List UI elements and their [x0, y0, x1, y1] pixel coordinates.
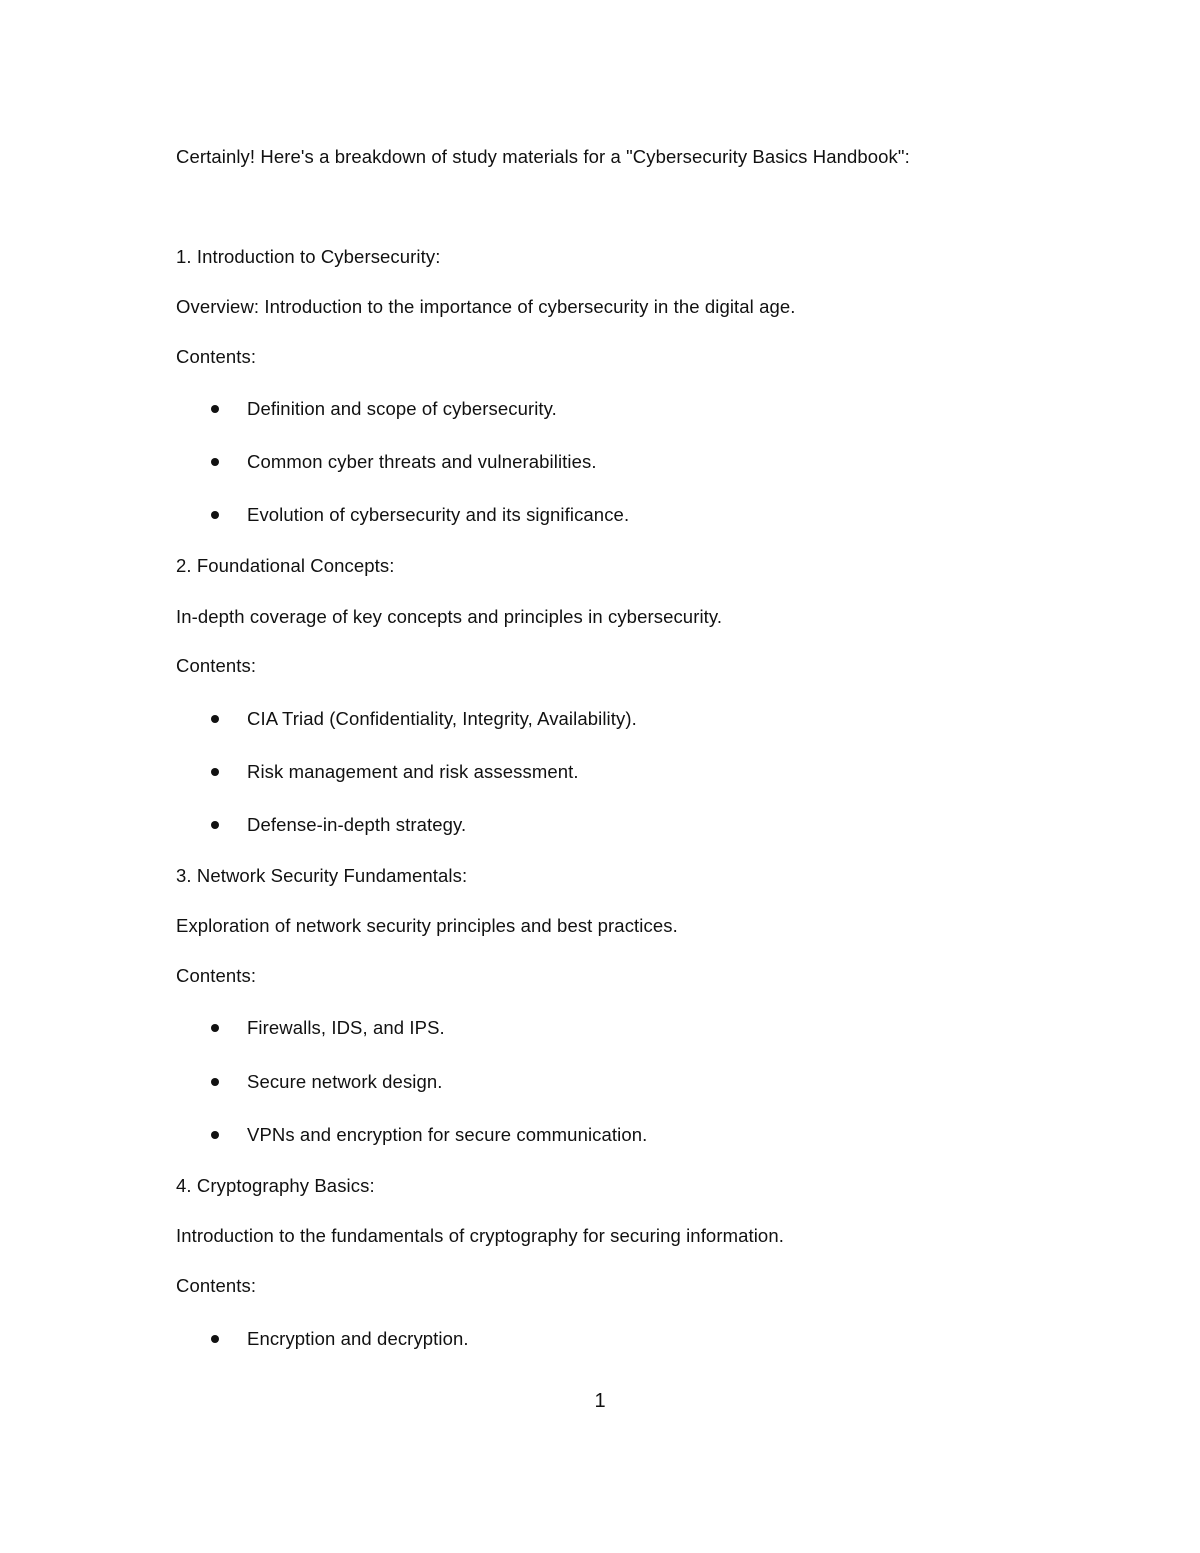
section-3-item-2: Secure network design.: [247, 1071, 443, 1092]
bullet-icon: [211, 511, 219, 519]
section-3-heading: 3. Network Security Fundamentals:: [176, 865, 468, 886]
section-4-overview: Introduction to the fundamentals of cryptography for securing information.: [176, 1225, 784, 1246]
bullet-icon: [211, 1335, 219, 1343]
bullet-icon: [211, 821, 219, 829]
bullet-icon: [211, 1131, 219, 1139]
section-2-heading: 2. Foundational Concepts:: [176, 555, 395, 576]
section-1-overview: Overview: Introduction to the importance of cybersecurity in the digital age.: [176, 296, 796, 317]
bullet-icon: [211, 1078, 219, 1086]
section-1-item-2: Common cyber threats and vulnerabilities.: [247, 451, 597, 472]
intro-text: Certainly! Here's a breakdown of study materials for a "Cybersecurity Basics Handbook":: [176, 146, 910, 167]
section-2-overview: In-depth coverage of key concepts and principles in cybersecurity.: [176, 606, 723, 627]
section-2-item-3: Defense-in-depth strategy.: [247, 814, 467, 835]
section-2-item-1: CIA Triad (Confidentiality, Integrity, Availability).: [247, 708, 637, 729]
section-1-item-3: Evolution of cybersecurity and its significance.: [247, 504, 630, 525]
section-4-item-1: Encryption and decryption.: [247, 1328, 469, 1349]
section-4-heading: 4. Cryptography Basics:: [176, 1175, 375, 1196]
section-3-item-1: Firewalls, IDS, and IPS.: [247, 1017, 445, 1038]
section-3-item-3: VPNs and encryption for secure communication.: [247, 1124, 648, 1145]
bullet-icon: [211, 1024, 219, 1032]
bullet-icon: [211, 715, 219, 723]
section-4-contents-label: Contents:: [176, 1275, 257, 1296]
section-2-item-2: Risk management and risk assessment.: [247, 761, 579, 782]
bullet-icon: [211, 458, 219, 466]
section-3-overview: Exploration of network security principles and best practices.: [176, 915, 678, 936]
section-2-contents-label: Contents:: [176, 655, 257, 676]
section-1-heading: 1. Introduction to Cybersecurity:: [176, 246, 441, 267]
bullet-icon: [211, 768, 219, 776]
section-1-contents-label: Contents:: [176, 346, 257, 367]
section-3-contents-label: Contents:: [176, 965, 257, 986]
page-number: 1: [594, 1390, 606, 1412]
section-1-item-1: Definition and scope of cybersecurity.: [247, 398, 557, 419]
bullet-icon: [211, 405, 219, 413]
